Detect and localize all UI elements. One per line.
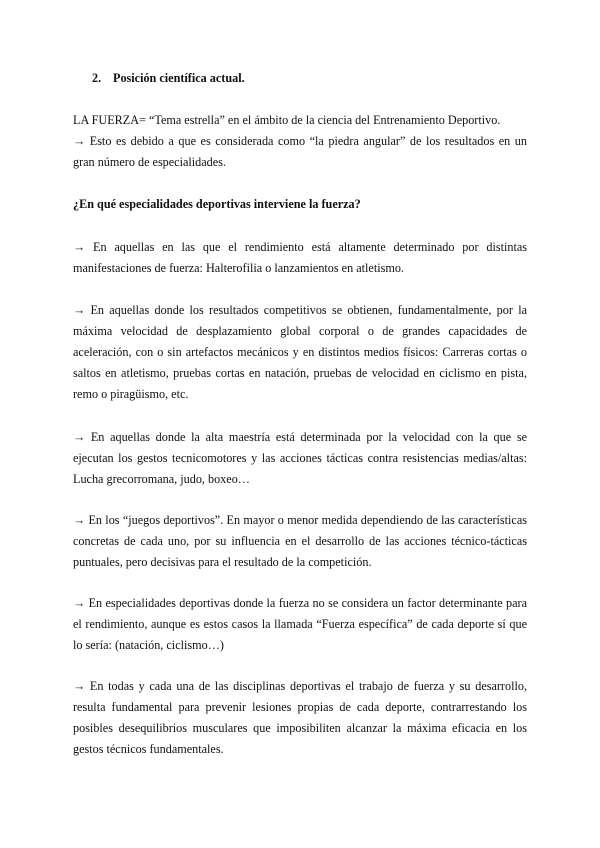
paragraph-1: → En aquellas en las que el rendimiento está altamente determinado por distintas manifestaciones de fuerza: Halterofilia o lanzamientos en atletismo. <box>73 240 527 275</box>
paragraph-5: → En especialidades deportivas donde la fuerza no se considera un factor determinante para el rendimiento, aunque es estos casos la llamada “Fuerza específica” de cada deporte sí que lo sería: (natación, ciclismo…) <box>73 596 527 652</box>
intro-line-2: → Esto es debido a que es considerada como “la piedra angular” de los resultados en un gran número de especialidades. <box>73 134 527 169</box>
section-heading <box>92 68 245 89</box>
paragraph-2: → En aquellas donde los resultados competitivos se obtienen, fundamentalmente, por la máxima velocidad de desplazamiento global corporal o de grandes capacidades de aceleración, con o sin artefactos mecánicos y en distintos medios físicos: Carreras cortas o saltos en atletismo, pruebas cortas en natación, pruebas de velocidad en ciclismo en pista, remo o piragüismo, etc. <box>73 303 527 401</box>
paragraph-6: → En todas y cada una de las disciplinas deportivas el trabajo de fuerza y su desarrollo, resulta fundamental para prevenir lesiones propias de cada deporte, contrarrestando los posibles desequilibrios musculares que imposibiliten alcanzar la máxima eficacia en los gestos técnicos fundamentales. <box>73 679 527 756</box>
intro-block <box>73 110 527 173</box>
intro-line-1: LA FUERZA= “Tema estrella” en el ámbito de la ciencia del Entrenamiento Deportivo. <box>73 113 501 127</box>
paragraph-4: → En los “juegos deportivos”. En mayor o menor medida dependiendo de las características concretas de cada uno, por su influencia en el desarrollo de las acciones técnico-tácticas puntuales, pero decisivas para el resultado de la competición. <box>73 513 527 569</box>
question-heading: ¿En qué especialidades deportivas interviene la fuerza? <box>73 197 361 211</box>
section-title: Posición científica actual. <box>113 71 245 85</box>
section-number: 2. <box>92 71 102 85</box>
paragraph-3: → En aquellas donde la alta maestría está determinada por la velocidad con la que se ejecutan los gestos tecnicomotores y las acciones tácticas contra resistencias medias/altas: Lucha grecorromana, judo, boxeo… <box>73 430 527 486</box>
